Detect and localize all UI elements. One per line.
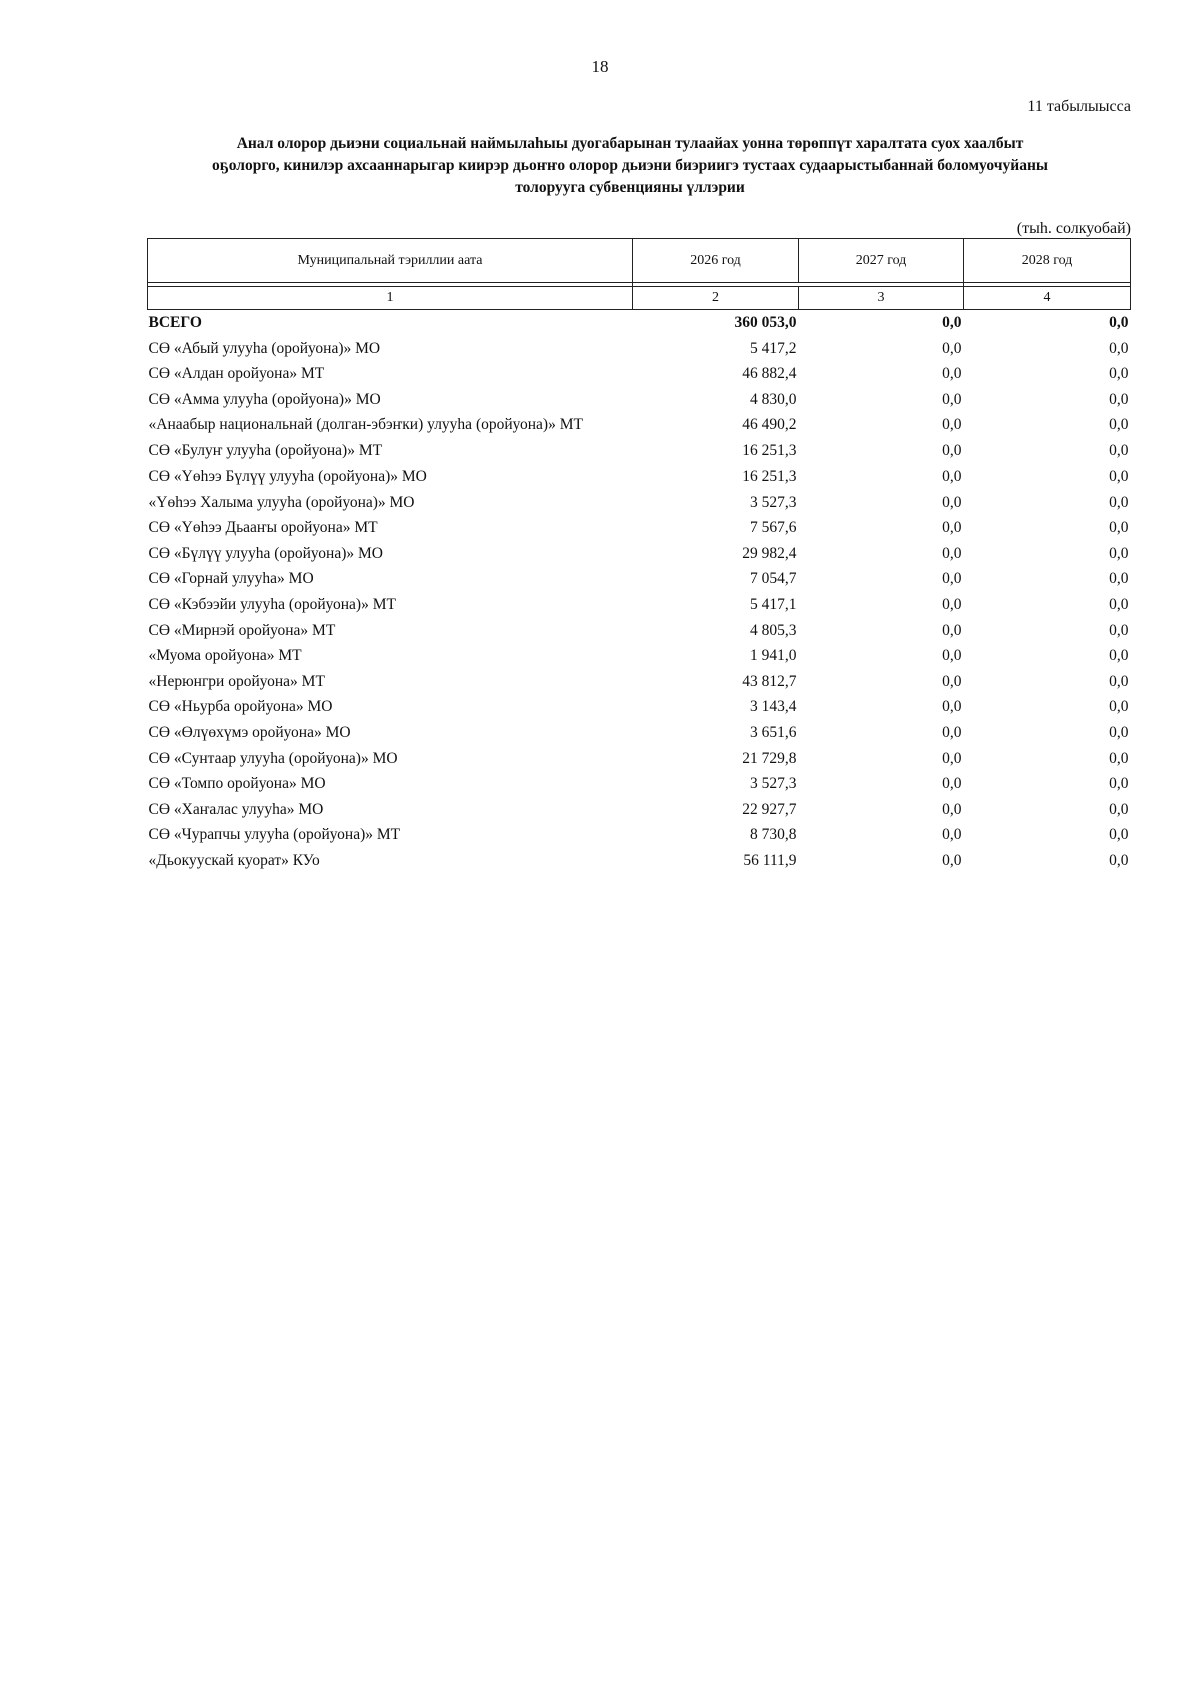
- table-row: [148, 541, 1131, 567]
- value-2028-cell: 0,0: [1109, 544, 1129, 562]
- value-2028-cell: 0,0: [1109, 647, 1129, 665]
- table-row: [148, 797, 1131, 823]
- table-row: [148, 746, 1131, 772]
- municipality-name-cell: ВСЕГО: [148, 314, 202, 331]
- value-2027-cell: 0,0: [942, 416, 962, 434]
- table-row: [148, 515, 1131, 541]
- document-title-line: оҕолорго, кинилэр ахсааннарыгар киирэр дьоҥҥо олорор дьиэни биэриигэ тустаах судаарыстыбаннай боломуочуйаны: [212, 157, 1048, 174]
- value-2028-cell: 0,0: [1109, 595, 1129, 613]
- document-title-line: толорууга субвенцияны үллэрии: [515, 179, 745, 196]
- municipality-name-cell: СӨ «Хаҥалас улууһа» МО: [148, 800, 324, 818]
- value-2026-cell: 3 651,6: [750, 723, 797, 741]
- value-2026-cell: 21 729,8: [742, 749, 797, 767]
- value-2028-cell: 0,0: [1109, 621, 1129, 639]
- value-2026-cell: 1 941,0: [750, 647, 797, 665]
- header-municipality: Муниципальнай тэриллии аата: [148, 239, 633, 283]
- column-number: 3: [799, 287, 964, 310]
- municipality-name-cell: СӨ «Амма улууһа (оройуона)» МО: [148, 390, 381, 408]
- value-2026-cell: 29 982,4: [742, 544, 797, 562]
- table-row: [148, 694, 1131, 720]
- municipality-name-cell: СӨ «Мирнэй оройуона» МТ: [148, 621, 336, 639]
- value-2028-cell: 0,0: [1109, 800, 1129, 818]
- table-row: [148, 618, 1131, 644]
- municipality-name-cell: СӨ «Сунтаар улууһа (оройуона)» МО: [148, 749, 398, 767]
- subvention-table: [147, 238, 1131, 873]
- value-2026-cell: 16 251,3: [742, 442, 797, 460]
- value-2028-cell: 0,0: [1109, 416, 1129, 434]
- value-2027-cell: 0,0: [942, 544, 962, 562]
- value-2027-cell: 0,0: [942, 749, 962, 767]
- column-number: 2: [633, 287, 799, 310]
- value-2026-cell: 7 567,6: [750, 519, 797, 537]
- header-2027: 2027 год: [799, 239, 964, 283]
- municipality-name-cell: СӨ «Чурапчы улууһа (оройуона)» МТ: [148, 826, 401, 844]
- value-2026-cell: 46 490,2: [742, 416, 797, 434]
- value-2027-cell: 0,0: [942, 826, 962, 844]
- value-2026-cell: 3 527,3: [750, 493, 797, 511]
- table-body: [148, 310, 1131, 874]
- value-2027-cell: 0,0: [942, 621, 962, 639]
- header-2028: 2028 год: [964, 239, 1131, 283]
- table-row: [148, 643, 1131, 669]
- table-row: [148, 669, 1131, 695]
- value-2027-cell: 0,0: [942, 442, 962, 460]
- municipality-name-cell: СӨ «Абый улууһа (оройуона)» МО: [148, 339, 381, 357]
- column-number: 4: [964, 287, 1131, 310]
- value-2026-cell: 4 805,3: [750, 621, 797, 639]
- value-2028-cell: 0,0: [1109, 672, 1129, 690]
- value-2028-cell: 0,0: [1109, 519, 1129, 537]
- value-2026-cell: 7 054,7: [750, 570, 797, 588]
- table-row: [148, 387, 1131, 413]
- value-2027-cell: 0,0: [942, 595, 962, 613]
- municipality-name-cell: «Үөһээ Халыма улууһа (оройуона)» МО: [148, 493, 415, 511]
- value-2026-cell: 22 927,7: [742, 800, 797, 818]
- table-row: [148, 412, 1131, 438]
- value-2028-cell: 0,0: [1109, 775, 1129, 793]
- value-2028-cell: 0,0: [1109, 390, 1129, 408]
- table-row: [148, 720, 1131, 746]
- appendix-label: 11 табылыысса: [1027, 98, 1131, 115]
- table-row: [148, 848, 1131, 874]
- value-2027-cell: 0,0: [942, 647, 962, 665]
- value-2026-cell: 43 812,7: [742, 672, 797, 690]
- municipality-name-cell: «Нерюнгри оройуона» МТ: [148, 672, 325, 690]
- value-2028-cell: 0,0: [1109, 493, 1129, 511]
- value-2028-cell: 0,0: [1109, 339, 1129, 357]
- value-2027-cell: 0,0: [942, 723, 962, 741]
- municipality-name-cell: СӨ «Бүлүү улууһа (оройуона)» МО: [148, 544, 383, 562]
- value-2027-cell: 0,0: [942, 314, 962, 331]
- column-number: 1: [148, 287, 633, 310]
- value-2027-cell: 0,0: [942, 775, 962, 793]
- value-2027-cell: 0,0: [942, 493, 962, 511]
- value-2027-cell: 0,0: [942, 390, 962, 408]
- table-row: [148, 464, 1131, 490]
- value-2026-cell: 360 053,0: [734, 314, 797, 331]
- value-2026-cell: 3 143,4: [750, 698, 797, 716]
- value-2027-cell: 0,0: [942, 519, 962, 537]
- value-2026-cell: 5 417,1: [750, 595, 797, 613]
- municipality-name-cell: СӨ «Үөһээ Дьааҥы оройуона» МТ: [148, 519, 378, 537]
- value-2028-cell: 0,0: [1109, 826, 1129, 844]
- column-number-row: [148, 287, 1131, 310]
- value-2028-cell: 0,0: [1109, 365, 1129, 383]
- value-2028-cell: 0,0: [1109, 723, 1129, 741]
- header-2026: 2026 год: [633, 239, 799, 283]
- value-2027-cell: 0,0: [942, 467, 962, 485]
- table-row: [148, 822, 1131, 848]
- value-2027-cell: 0,0: [942, 672, 962, 690]
- table-row: [148, 361, 1131, 387]
- value-2028-cell: 0,0: [1109, 570, 1129, 588]
- municipality-name-cell: СӨ «Томпо оройуона» МО: [148, 775, 326, 793]
- document-title: [150, 133, 1110, 199]
- municipality-name-cell: СӨ «Булуҥ улууһа (оройуона)» МТ: [148, 442, 383, 460]
- value-2027-cell: 0,0: [942, 339, 962, 357]
- unit-note: (тыһ. солкуобай): [1016, 220, 1131, 237]
- table-row: [148, 438, 1131, 464]
- municipality-name-cell: СӨ «Алдан оройуона» МТ: [148, 365, 325, 383]
- municipality-name-cell: СӨ «Кэбээйи улууһа (оройуона)» МТ: [148, 595, 396, 613]
- table-total-row: [148, 310, 1131, 336]
- value-2028-cell: 0,0: [1109, 442, 1129, 460]
- municipality-name-cell: «Дьокуускай куорат» КУо: [148, 851, 320, 869]
- value-2026-cell: 4 830,0: [750, 390, 797, 408]
- value-2028-cell: 0,0: [1109, 698, 1129, 716]
- value-2027-cell: 0,0: [942, 570, 962, 588]
- table-row: [148, 592, 1131, 618]
- municipality-name-cell: СӨ «Үөһээ Бүлүү улууһа (оройуона)» МО: [148, 467, 427, 485]
- municipality-name-cell: СӨ «Горнай улууһа» МО: [148, 570, 314, 588]
- table-row: [148, 566, 1131, 592]
- document-title-line: Анал олорор дьиэни социальнай наймылаһыы дуогабарынан тулаайах уонна төрөппүт харалтата суох хаалбыт: [236, 135, 1024, 152]
- municipality-name-cell: СӨ «Ньурба оройуона» МО: [148, 698, 333, 716]
- page-number: 18: [591, 57, 609, 76]
- table-row: [148, 771, 1131, 797]
- value-2027-cell: 0,0: [942, 365, 962, 383]
- value-2026-cell: 3 527,3: [750, 775, 797, 793]
- value-2026-cell: 8 730,8: [750, 826, 797, 844]
- value-2026-cell: 46 882,4: [742, 365, 797, 383]
- value-2028-cell: 0,0: [1109, 467, 1129, 485]
- table-header-row: [148, 239, 1131, 283]
- value-2026-cell: 16 251,3: [742, 467, 797, 485]
- value-2027-cell: 0,0: [942, 851, 962, 869]
- value-2028-cell: 0,0: [1109, 851, 1129, 869]
- value-2027-cell: 0,0: [942, 698, 962, 716]
- table-row: [148, 336, 1131, 362]
- table-row: [148, 490, 1131, 516]
- municipality-name-cell: СӨ «Өлүөхүмэ оройуона» МО: [148, 723, 351, 741]
- value-2028-cell: 0,0: [1109, 749, 1129, 767]
- municipality-name-cell: «Муома оройуона» МТ: [148, 647, 302, 665]
- value-2028-cell: 0,0: [1109, 314, 1129, 331]
- value-2026-cell: 5 417,2: [750, 339, 797, 357]
- value-2027-cell: 0,0: [942, 800, 962, 818]
- value-2026-cell: 56 111,9: [743, 851, 797, 869]
- municipality-name-cell: «Анаабыр национальнай (долган-эбэҥки) улууһа (оройуона)» МТ: [148, 416, 583, 434]
